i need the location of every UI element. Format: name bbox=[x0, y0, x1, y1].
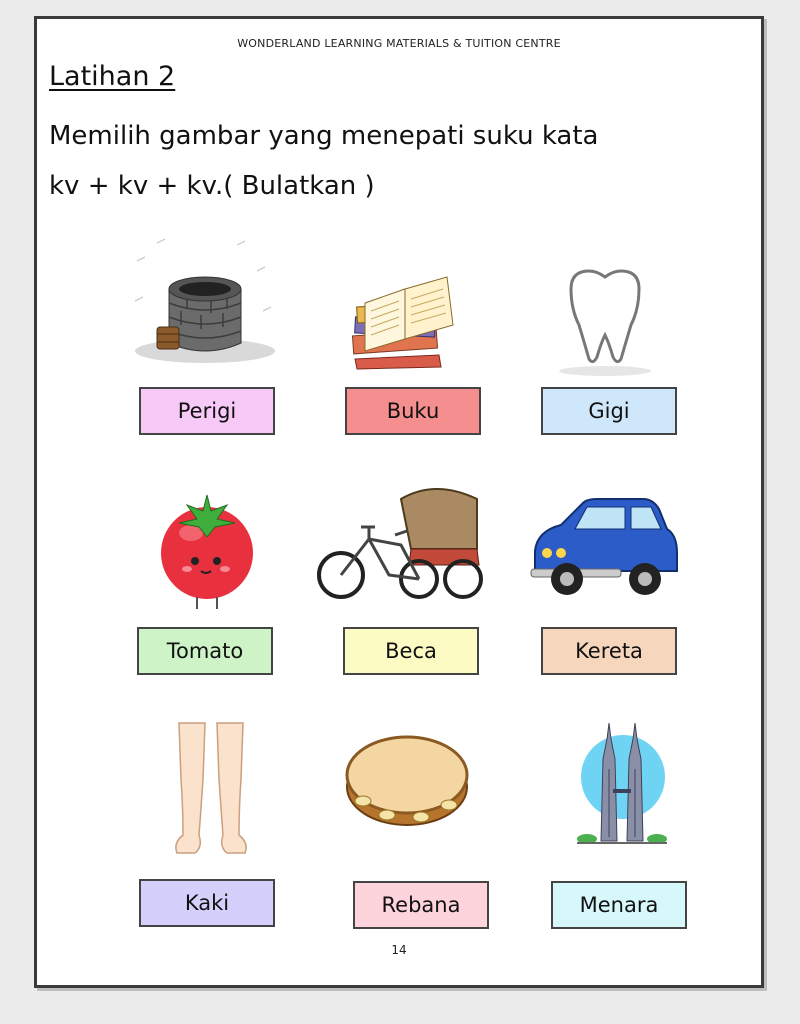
label-text: Kereta bbox=[575, 639, 643, 663]
label-box-perigi[interactable] bbox=[139, 387, 275, 435]
label-text: Rebana bbox=[381, 893, 461, 917]
instruction-line-1: Memilih gambar yang menepati suku kata bbox=[49, 121, 599, 151]
label-text: Tomato bbox=[166, 639, 244, 663]
label-box-rebana[interactable] bbox=[353, 881, 489, 929]
label-text: Perigi bbox=[177, 399, 237, 423]
label-text: Buku bbox=[386, 399, 440, 423]
label-box-menara[interactable] bbox=[551, 881, 687, 929]
towers-icon[interactable] bbox=[573, 719, 669, 847]
label-box-kaki[interactable] bbox=[139, 879, 275, 927]
label-text: Gigi bbox=[588, 399, 630, 423]
instruction-line-2: kv + kv + kv.( Bulatkan ) bbox=[49, 171, 375, 201]
label-box-beca[interactable] bbox=[343, 627, 479, 675]
tooth-icon[interactable] bbox=[557, 265, 653, 377]
page-number: 14 bbox=[391, 943, 407, 957]
label-text: Beca bbox=[385, 639, 437, 663]
legs-icon[interactable] bbox=[169, 719, 253, 859]
books-icon[interactable] bbox=[343, 263, 467, 375]
exercise-title: Latihan 2 bbox=[49, 61, 176, 92]
label-text: Kaki bbox=[184, 891, 230, 915]
tambourine-icon[interactable] bbox=[343, 725, 473, 835]
well-icon[interactable] bbox=[127, 231, 277, 371]
trishaw-icon[interactable] bbox=[315, 479, 489, 609]
label-text: Menara bbox=[579, 893, 659, 917]
label-box-gigi[interactable] bbox=[541, 387, 677, 435]
header-text: WONDERLAND LEARNING MATERIALS & TUITION CENTRE bbox=[237, 37, 561, 50]
label-box-buku[interactable] bbox=[345, 387, 481, 435]
label-box-tomato[interactable] bbox=[137, 627, 273, 675]
car-icon[interactable] bbox=[527, 495, 679, 599]
worksheet-page bbox=[34, 16, 764, 988]
tomato-icon[interactable] bbox=[155, 489, 259, 613]
label-box-kereta[interactable] bbox=[541, 627, 677, 675]
